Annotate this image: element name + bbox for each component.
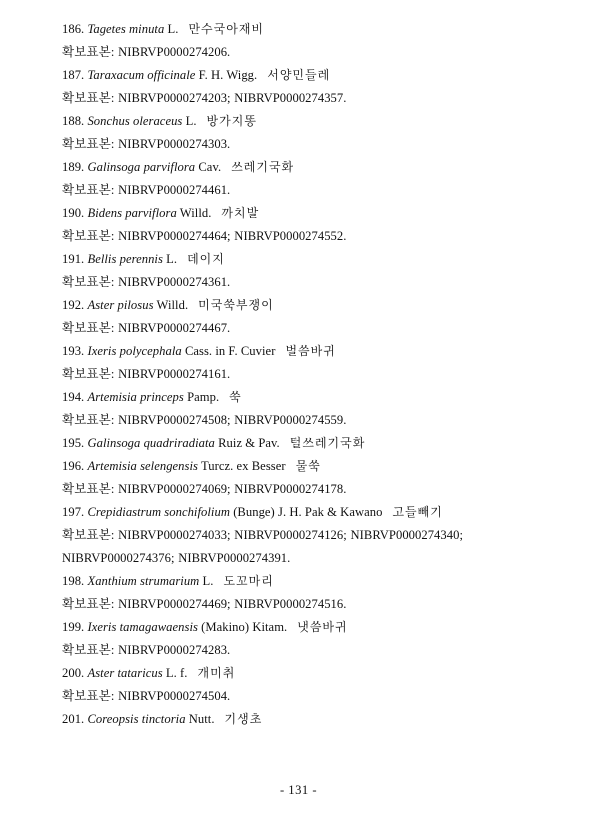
korean-name: 쓰레기국화 xyxy=(231,160,295,174)
scientific-name: Xanthium strumarium xyxy=(87,574,200,588)
scientific-name: Artemisia princeps xyxy=(87,390,184,404)
specimen-record: 확보표본: NIBRVP0000274508; NIBRVP0000274559. xyxy=(62,413,347,427)
scientific-name: Sonchus oleraceus xyxy=(87,114,183,128)
document-body xyxy=(62,18,562,731)
scientific-name: Bidens parviflora xyxy=(87,206,177,220)
entry-number: 188. xyxy=(62,114,85,128)
species-entry xyxy=(62,662,562,685)
korean-name: 미국쑥부쟁이 xyxy=(198,298,274,312)
scientific-name: Ixeris tamagawaensis xyxy=(87,620,198,634)
entry-number: 186. xyxy=(62,22,85,36)
species-entry xyxy=(62,340,562,363)
species-entry xyxy=(62,570,562,593)
specimen-record: 확보표본: NIBRVP0000274303. xyxy=(62,137,231,151)
korean-name: 물쑥 xyxy=(295,459,321,473)
specimen-record: 확보표본: NIBRVP0000274033; NIBRVP0000274126; NIBRVP0000274340; xyxy=(62,528,463,542)
species-entry xyxy=(62,294,562,317)
specimen-record: 확보표본: NIBRVP0000274283. xyxy=(62,643,231,657)
species-entry xyxy=(62,616,562,639)
entry-number: 196. xyxy=(62,459,85,473)
specimen-record: 확보표본: NIBRVP0000274461. xyxy=(62,183,231,197)
entry-number: 191. xyxy=(62,252,85,266)
author-citation: F. H. Wigg. xyxy=(198,68,258,82)
scientific-name: Artemisia selengensis xyxy=(87,459,198,473)
author-citation: L. xyxy=(202,574,214,588)
specimen-record: 확보표본: NIBRVP0000274469; NIBRVP0000274516. xyxy=(62,597,347,611)
entry-number: 190. xyxy=(62,206,85,220)
scientific-name: Ixeris polycephala xyxy=(87,344,182,358)
author-citation: (Makino) Kitam. xyxy=(201,620,288,634)
species-entry xyxy=(62,156,562,179)
entry-number: 192. xyxy=(62,298,85,312)
species-entry xyxy=(62,432,562,455)
entry-number: 198. xyxy=(62,574,85,588)
entry-number: 195. xyxy=(62,436,85,450)
korean-name: 기생초 xyxy=(224,712,263,726)
species-entry xyxy=(62,18,562,41)
scientific-name: Galinsoga parviflora xyxy=(87,160,196,174)
author-citation: L. xyxy=(166,252,178,266)
entry-number: 189. xyxy=(62,160,85,174)
species-entry xyxy=(62,110,562,133)
species-entry xyxy=(62,386,562,409)
author-citation: Nutt. xyxy=(188,712,215,726)
korean-name: 털쓰레기국화 xyxy=(289,436,366,450)
author-citation: Cass. in F. Cuvier xyxy=(184,344,276,358)
scientific-name: Galinsoga quadriradiata xyxy=(87,436,215,450)
korean-name: 벌씀바귀 xyxy=(285,344,336,358)
author-citation: Willd. xyxy=(179,206,212,220)
author-citation: L. f. xyxy=(165,666,188,680)
korean-name: 쑥 xyxy=(229,390,242,404)
author-citation: Willd. xyxy=(156,298,189,312)
korean-name: 냇씀바귀 xyxy=(297,620,348,634)
species-entry xyxy=(62,708,562,731)
korean-name: 고들빼기 xyxy=(392,505,443,519)
entry-number: 194. xyxy=(62,390,85,404)
entry-number: 201. xyxy=(62,712,85,726)
korean-name: 방가지똥 xyxy=(206,114,257,128)
scientific-name: Tagetes minuta xyxy=(87,22,165,36)
species-entry xyxy=(62,501,562,524)
scientific-name: Aster pilosus xyxy=(87,298,154,312)
specimen-record: 확보표본: NIBRVP0000274464; NIBRVP0000274552. xyxy=(62,229,347,243)
korean-name: 만수국아재비 xyxy=(188,22,265,36)
specimen-record: NIBRVP0000274376; NIBRVP0000274391. xyxy=(62,551,291,565)
author-citation: L. xyxy=(167,22,179,36)
scientific-name: Taraxacum officinale xyxy=(87,68,196,82)
specimen-record: 확보표본: NIBRVP0000274069; NIBRVP0000274178. xyxy=(62,482,347,496)
scientific-name: Bellis perennis xyxy=(87,252,163,266)
entry-number: 187. xyxy=(62,68,85,82)
specimen-record: 확보표본: NIBRVP0000274361. xyxy=(62,275,231,289)
specimen-record: 확보표본: NIBRVP0000274203; NIBRVP0000274357. xyxy=(62,91,347,105)
author-citation: L. xyxy=(185,114,197,128)
scientific-name: Crepidiastrum sonchifolium xyxy=(87,505,230,519)
korean-name: 도꼬마리 xyxy=(223,574,274,588)
author-citation: Pamp. xyxy=(187,390,220,404)
scientific-name: Coreopsis tinctoria xyxy=(87,712,186,726)
entry-number: 193. xyxy=(62,344,85,358)
author-citation: Cav. xyxy=(198,160,222,174)
species-entry xyxy=(62,455,562,478)
species-entry xyxy=(62,64,562,87)
author-citation: Ruiz & Pav. xyxy=(218,436,280,450)
species-entry xyxy=(62,248,562,271)
author-citation: Turcz. ex Besser xyxy=(200,459,286,473)
page-number: - 131 - xyxy=(279,783,318,797)
specimen-record: 확보표본: NIBRVP0000274161. xyxy=(62,367,231,381)
specimen-record: 확보표본: NIBRVP0000274504. xyxy=(62,689,231,703)
specimen-record: 확보표본: NIBRVP0000274467. xyxy=(62,321,231,335)
entry-number: 199. xyxy=(62,620,85,634)
entry-number: 197. xyxy=(62,505,85,519)
korean-name: 까치발 xyxy=(221,206,260,220)
specimen-record: 확보표본: NIBRVP0000274206. xyxy=(62,45,231,59)
scientific-name: Aster tataricus xyxy=(87,666,163,680)
species-entry xyxy=(62,202,562,225)
korean-name: 서양민들레 xyxy=(267,68,331,82)
entry-number: 200. xyxy=(62,666,85,680)
korean-name: 데이지 xyxy=(187,252,225,266)
author-citation: (Bunge) J. H. Pak & Kawano xyxy=(233,505,383,519)
korean-name: 개미취 xyxy=(197,666,236,680)
